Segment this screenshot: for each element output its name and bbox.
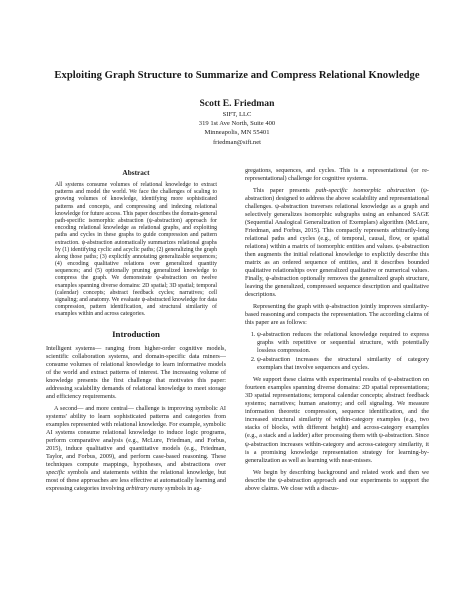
- author-email: friedman@sift.net: [212, 138, 261, 146]
- right-paragraph-5: We begin by describing background and related work and then we describe the ψ-abstraction approach and our experiments to support the above claims. We close with a discus-: [245, 468, 429, 492]
- right-paragraph-1: gregations, sequences, and cycles. This is a representational (or re-representational) challenge for cognitive systems.: [245, 167, 429, 183]
- right-column: [245, 167, 429, 497]
- right-p2-start: This paper presents: [253, 187, 316, 195]
- claims-list: [245, 331, 429, 372]
- affiliation-org: SIFT, LLC: [222, 111, 252, 118]
- intro-p2-start: A second— and more central— challenge is improving symbolic AI systems' ability to learn sophisticated patterns and categories from examples represented with relational knowledge. For example, symbolic AI systems consume relational knowledge to induce logic programs, perform comparative analysis (e.g., McLure, Friedman, and Forbus, 2015), induce qualitative and quantitative models (e.g., Friedman, Taylor, and Forbus, 2009), and perform case-based reasoning. These techniques compute mappings, hypotheses, and abstractions over: [46, 404, 226, 468]
- left-column: [46, 168, 226, 497]
- intro-paragraph-2: [46, 405, 226, 493]
- claim-item: 2. ψ-abstraction increases the structural similarity of category exemplars that involve sequences and cycles.: [257, 356, 429, 372]
- right-paragraph-3: Representing the graph with ψ-abstraction jointly improves similarity-based reasoning and compacts the representation. The according claims of this paper are as follows:: [245, 303, 429, 327]
- abstract-text: All systems consume volumes of relational knowledge to extract patterns and model the world. We face the challenges of scaling to growing volumes of knowledge, identifying more sophisticated patterns and concepts, and compressing and indexing relational knowledge for future access. This paper describes the domain-general path-specific isomorphic abstraction (ψ-abstraction) approach for encoding relational knowledge as relational graphs, and exploiting paths and cycles in these graphs to guide compression and pattern extraction. ψ-abstraction automatically summarizes relational graphs by (1) identifying cyclic and acyclic paths; (2) generalizing the graph along those paths; (3) explicitly annotating generalizable sequences; (4) encoding qualitative relations over generalized quantity sequences; and (5) optionally pruning generalized knowledge to compress the graph. We demonstrate ψ-abstraction on twelve examples spanning diverse domains: 2D spatial; 3D spatial; temporal (calendar) concepts; abstract feedback cycles; narratives; cell signaling; and anatomy. We evaluate ψ-abstracted knowledge for data compression, pattern identification, and structural similarity of examples within and across categories.: [55, 182, 217, 318]
- right-paragraph-2: [245, 187, 429, 299]
- intro-p2-mid: symbols and statements within the relational knowledge, but most of these approaches are less effective at automatically learning and expressing categories involving: [46, 468, 226, 492]
- introduction-heading: Introduction: [112, 328, 160, 339]
- right-p2-end: (ψ-abstraction) designed to address the above scalability and representational challenges. ψ-abstraction traverses relational knowledge as a graph and selectively generalizes isomorphic subgraphs using an enhanced SAGE (Sequential Analogical Generalization of Exemplars) algorithm (McLure, Friedman, and Forbus, 2015). This compactly represents arbitrarily-long relational paths and cycles (e.g., of temporal, causal, flow, or spatial relations) within a matrix of isomorphic entities and values. ψ-abstraction then augments the initial relational knowledge to explicitly describe this matrix as an ordered sequence of entities, and it describes bounded qualitative relationships over generalized qualitative or numerical values. Finally, ψ-abstraction optionally removes the generalized graph structure, leaving the generalized, compressed sequence description and qualitative descriptions.: [245, 187, 429, 299]
- affiliation-street: 319 1st Ave North, Suite 400: [198, 120, 276, 128]
- right-paragraph-4: We support these claims with experimental results of ψ-abstraction on fourteen examples spanning diverse domains: 2D spatial representations; 3D spatial representations; temporal calendar concepts; abstract feedback systems; narratives; human anatomy; and cell signaling. We measure information theoretic compression, sequence identification, and the increased structural similarity of within-category examples (e.g., two stacks of blocks, with different height) and across-category examples (e.g., a stack and a ladder) after processing them with ψ-abstraction. Since ψ-abstraction increases within-category and across-category similarity, it is a promising knowledge representation strategy for learning-by-generalization as well as learning with near-misses.: [245, 376, 429, 464]
- paper-title: Exploiting Graph Structure to Summarize and Compress Relational Knowledge: [54, 70, 420, 81]
- abstract-heading: Abstract: [122, 168, 150, 177]
- intro-p2-italic-specific: specific: [46, 468, 65, 476]
- author-name: Scott E. Friedman: [199, 98, 275, 109]
- intro-p2-end: symbols in ag-: [163, 484, 202, 492]
- right-p2-italic: path-specific isomorphic abstraction: [315, 187, 416, 195]
- intro-p2-italic-arbitrary: arbitrary many: [125, 484, 164, 492]
- author-block: [0, 98, 474, 147]
- affiliation-city: Minneapolis, MN 55401: [204, 129, 270, 137]
- intro-paragraph-1: Intelligent systems— ranging from higher-order cognitive models, scientific collaboration systems, and domain-specific data miners— consume volumes of relational knowledge to learn informative models of the world and extract patterns of interest. The increasing volume of knowledge presents the first challenge that motivates this paper: addressing scalability demands of relational knowledge to meet storage and efficiency requirements.: [46, 344, 226, 400]
- claim-item: 1. ψ-abstraction reduces the relational knowledge required to express graphs with repetitive or sequential structure, with potentially lossless compression.: [257, 331, 429, 355]
